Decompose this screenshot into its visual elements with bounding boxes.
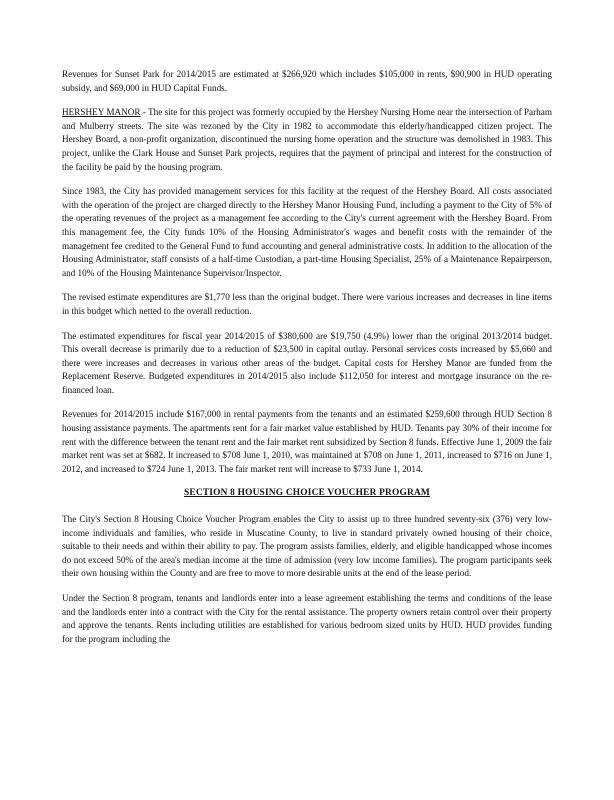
paragraph-section8-lease (62, 592, 552, 646)
hershey-manor-heading: HERSHEY MANOR (62, 107, 141, 118)
paragraph-text: Since 1983, the City has provided management services for this facility at the request of the Hershey Board. All costs associated with the operation of the project are charged directly to the Hershey Manor Housing Fund, including a payment to the City of 5% of the operating revenues of the project as a management fee according to the City's current agreement with the Hershey Board. From this management fee, the City funds 10% of the Housing Administrator's wages and benefit costs with the remainder of the management fee credited to the General Fund to fund accounting and general administrative costs. In addition to the allocation of the Housing Administrator, staff consists of a half-time Custodian, a part-time Housing Specialist, 25% of a Maintenance Repairperson, and 10% of the Housing Maintenance Supervisor/Inspector. (62, 186, 552, 278)
paragraph-revised-estimate (62, 291, 552, 318)
paragraph-text: The estimated expenditures for fiscal year 2014/2015 of $380,600 are $19,750 (4.9%) lower than the original 2013/2014 budget. This overall decrease is primarily due to a reduction of $23,500 in capital outlay. Personal services costs increased by $5,660 and there were increases and decreases in various other areas of the budget. Capital costs for Hershey Manor are funded from the Replacement Reserve. Budgeted expenditures in 2014/2015 also include $112,050 for interest and mortgage insurance on the re-financed loan. (62, 330, 552, 395)
section-heading: SECTION 8 HOUSING CHOICE VOUCHER PROGRAM (184, 488, 430, 499)
paragraph-section8-overview (62, 513, 552, 581)
paragraph-revenues-2014-2015 (62, 408, 552, 476)
document-body (62, 68, 552, 669)
paragraph-text: Revenues for Sunset Park for 2014/2015 are estimated at $266,920 which includes $105,000 in rents, $90,900 in HUD operating subsidy, and $69,000 in HUD Capital Funds. (62, 69, 552, 93)
paragraph-revenues-sunset-park (62, 68, 552, 95)
paragraph-text: - The site for this project was formerly occupied by the Hershey Nursing Home near the intersection of Parham and Mulberry streets. The site was rezoned by the City in 1982 to accommodate this elderly/handicapped citizen project. The Hershey Board, a non-profit organization, discontinued the nursing home operation and the structure was demolished in 1983. This project, unlike the Clark House and Sunset Park projects, requires that the payment of principal and interest for the construction of the facility be paid by the housing program. (62, 107, 552, 172)
paragraph-text: Under the Section 8 program, tenants and landlords enter into a lease agreement establishing the terms and conditions of the lease and the landlords enter into a contract with the City for the rental assistance. The property owners retain control over their property and approve the tenants. Rents including utilities are established for various bedroom sized units by HUD. HUD provides funding for the program including the (62, 593, 552, 644)
paragraph-hershey-manor (62, 106, 552, 174)
paragraph-text: The revised estimate expenditures are $1,770 less than the original budget. There were various increases and decreases in line items in this budget which netted to the overall reduction. (62, 292, 552, 316)
page-bottom-spacer (62, 657, 552, 669)
paragraph-management-services (62, 185, 552, 280)
paragraph-text: Revenues for 2014/2015 include $167,000 in rental payments from the tenants and an estimated $259,600 through HUD Section 8 housing assistance payments. The apartments rent for a fair market value established by HUD. Tenants pay 30% of their income for rent with the difference between the tenant rent and the fair market rent subsidized by Section 8 funds. Effective June 1, 2009 the fair market rent was set at $682. It increased to $708 June 1, 2010, was maintained at $708 on June 1, 2011, increased to $716 on June 1, 2012, and increased to $724 June 1, 2013. The fair market rent will increase to $733 June 1, 2014. (62, 409, 552, 474)
paragraph-text: The City's Section 8 Housing Choice Voucher Program enables the City to assist up to three hundred seventy-six (376) very low-income individuals and families, who reside in Muscatine County, to live in standard privately owned housing of their choice, suitable to their needs and within their ability to pay. The program assists families, elderly, and eligible handicapped whose incomes do not exceed 50% of the area's median income at the time of admission (very low income families). The program participants seek their own housing within the County and are free to move to more desirable units at the end of the lease period. (62, 514, 552, 579)
paragraph-estimated-expenditures (62, 330, 552, 398)
